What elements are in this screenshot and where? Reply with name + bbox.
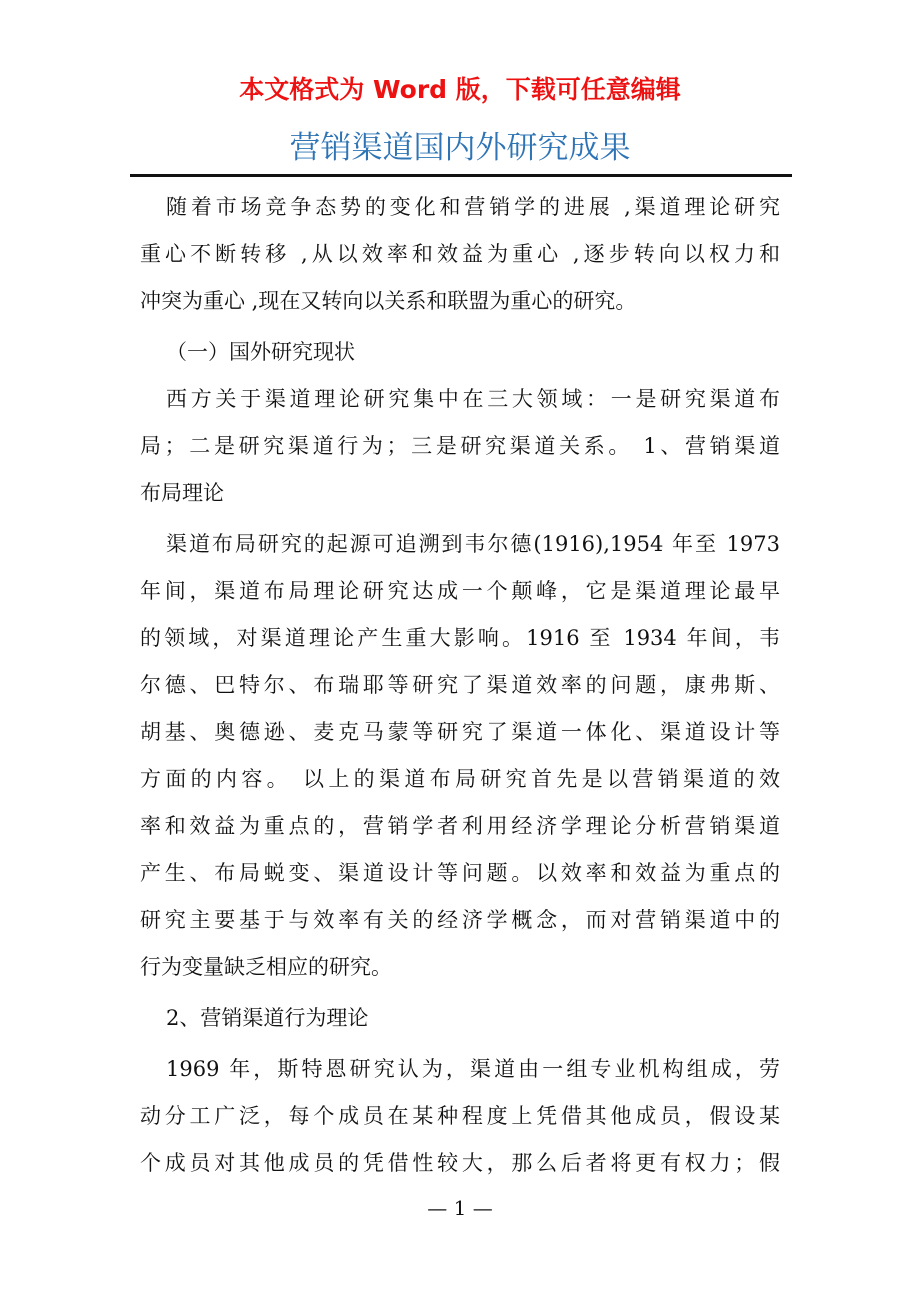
text-line: 西方关于渠道理论研究集中在三大领域：一是研究渠道布 — [166, 387, 780, 411]
text-line: 冲突为重心 ,现在又转向以关系和联盟为重心的研究。 — [140, 289, 637, 313]
text-line: 动分工广泛，每个成员在某种程度上凭借其他成员，假设某 — [140, 1104, 780, 1128]
text-line: 随着市场竞争态势的变化和营销学的进展 ,渠道理论研究 — [166, 195, 780, 219]
text-line: 方面的内容。 以上的渠道布局研究首先是以营销渠道的效 — [140, 767, 780, 791]
text-line: 率和效益为重点的，营销学者利用经济学理论分析营销渠道 — [140, 814, 780, 838]
text-line: 个成员对其他成员的凭借性较大，那么后者将更有权力；假 — [140, 1151, 780, 1175]
title-divider — [130, 174, 792, 177]
text-line: 重心不断转移 ,从以效率和效益为重心 ,逐步转向以权力和 — [140, 242, 780, 266]
text-line: 渠道布局研究的起源可追溯到韦尔德(1916),1954 年至 1973 — [166, 532, 780, 556]
text-line: 1969 年，斯特恩研究认为，渠道由一组专业机构组成，劳 — [166, 1057, 780, 1081]
section-heading: （一）国外研究现状 — [166, 340, 355, 364]
text-line: 年间，渠道布局理论研究达成一个颠峰，它是渠道理论最早 — [140, 579, 780, 603]
document-title: 营销渠道国内外研究成果 — [289, 130, 631, 166]
word-format-banner: 本文格式为 Word 版，下载可任意编辑 — [239, 75, 681, 104]
text-line: 局；二是研究渠道行为；三是研究渠道关系。 1、营销渠道 — [140, 434, 780, 458]
text-line: 研究主要基于与效率有关的经济学概念，而对营销渠道中的 — [140, 908, 780, 932]
page-number: — 1 — — [427, 1196, 493, 1220]
text-line: 产生、布局蜕变、渠道设计等问题。以效率和效益为重点的 — [140, 861, 780, 885]
document-body — [140, 184, 780, 1187]
text-line: 尔德、巴特尔、布瑞耶等研究了渠道效率的问题，康弗斯、 — [140, 673, 780, 697]
text-line: 行为变量缺乏相应的研究。 — [140, 955, 392, 979]
section-heading: 2、营销渠道行为理论 — [166, 1006, 369, 1030]
text-line: 布局理论 — [140, 481, 224, 505]
text-line: 的领域，对渠道理论产生重大影响。1916 至 1934 年间，韦 — [140, 626, 780, 650]
text-line: 胡基、奥德逊、麦克马蒙等研究了渠道一体化、渠道设计等 — [140, 720, 780, 744]
